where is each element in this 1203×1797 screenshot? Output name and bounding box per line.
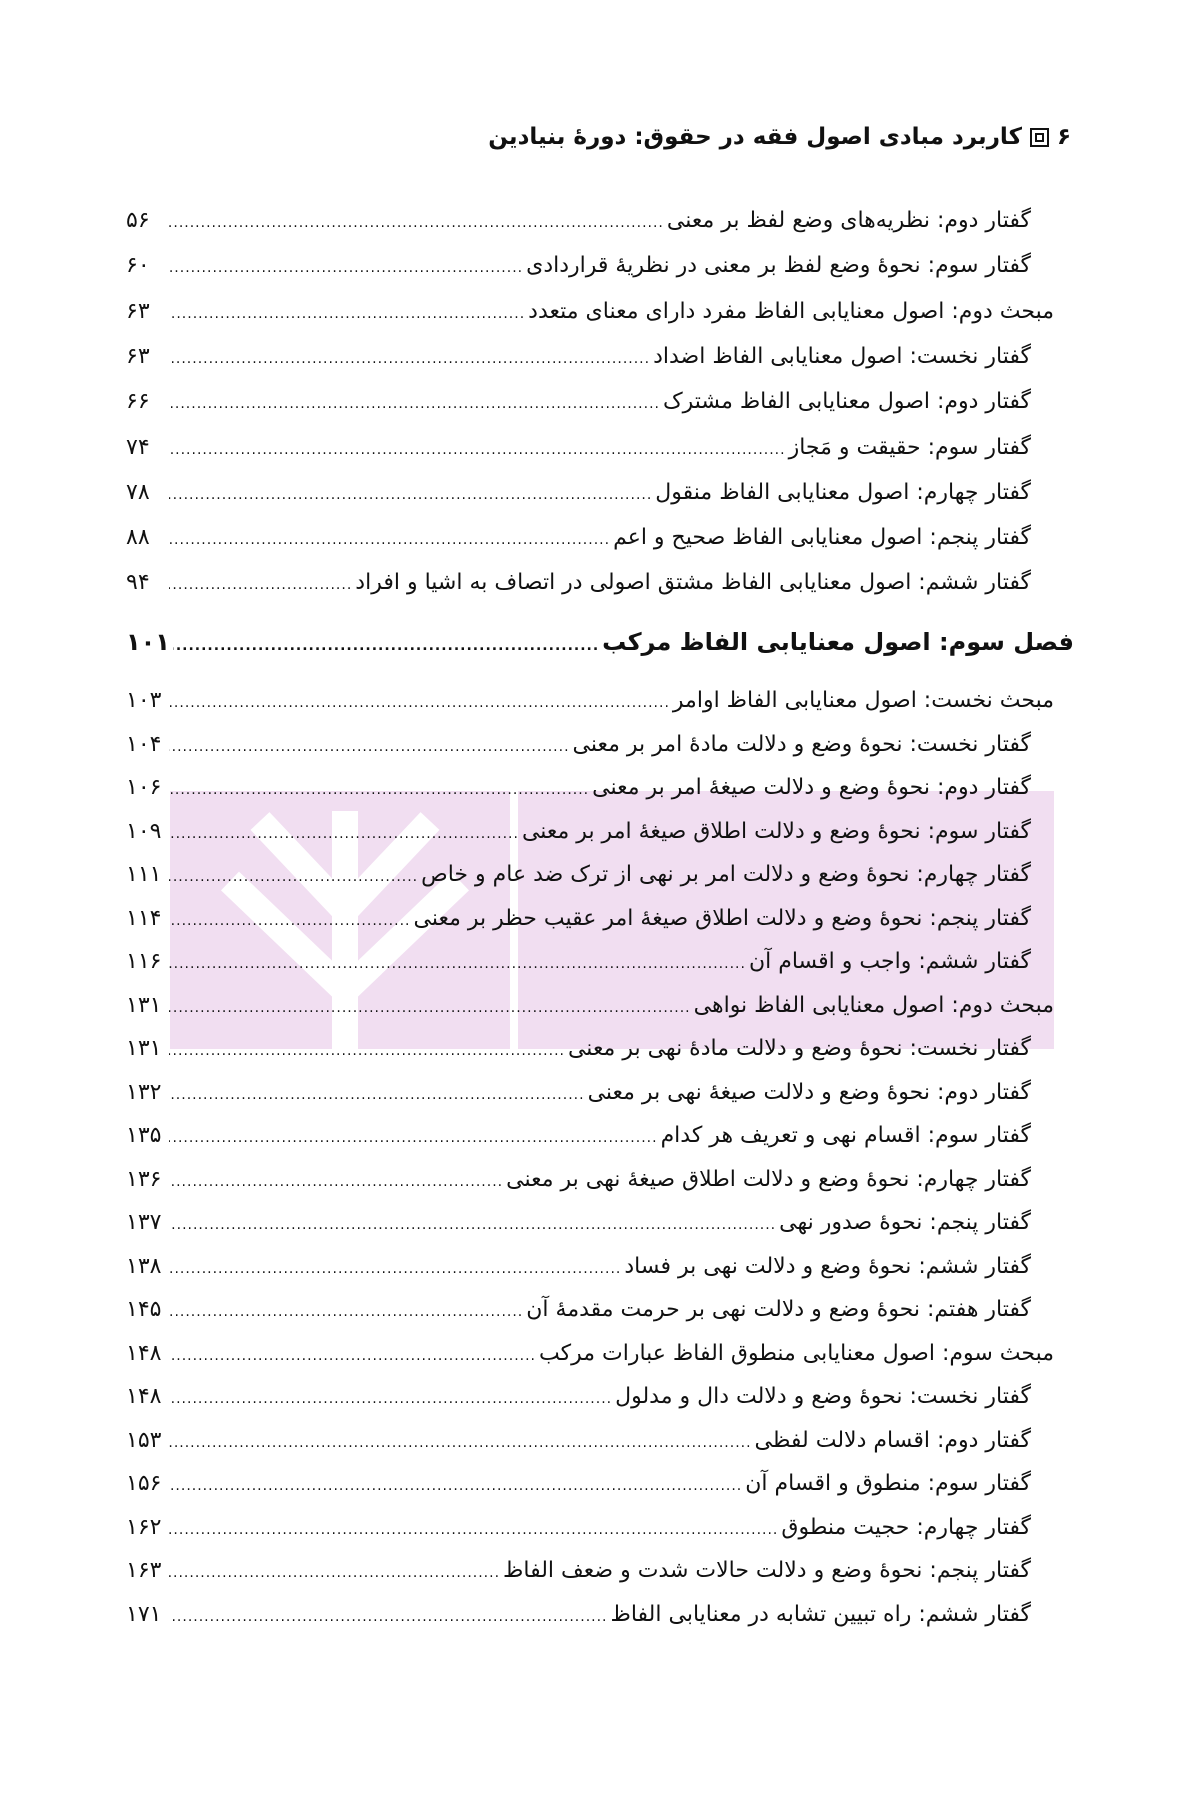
toc-entry-page: ۱۱۱	[126, 862, 162, 887]
toc-entry-page: ۶۶	[126, 389, 150, 415]
toc-entry-title: گفتار چهارم: نحوهٔ وضع و دلالت امر بر نهی از ترک ضد عام و خاص	[421, 862, 1031, 887]
dot-leader	[169, 1297, 523, 1327]
dot-leader	[169, 993, 691, 1023]
toc-entry[interactable]	[126, 433, 1031, 465]
toc-entry-page: ۷۸	[126, 479, 150, 505]
toc-entry[interactable]	[126, 1034, 1031, 1066]
toc-entry-page: ۱۵۳	[126, 1427, 162, 1453]
toc-entry[interactable]	[126, 1078, 1031, 1110]
dot-leader	[173, 631, 599, 661]
dot-leader	[169, 525, 610, 555]
dot-leader	[169, 299, 525, 329]
toc-entry-page: ۶۳	[126, 298, 150, 324]
toc-entry-page: ۱۵۶	[126, 1471, 162, 1496]
toc-entry-title: گفتار نخست: نحوهٔ وضع و دلالت مادهٔ امر بر معنی	[572, 731, 1031, 757]
toc-entry[interactable]	[126, 1252, 1031, 1284]
toc-entry-page: ۶۳	[126, 343, 150, 369]
toc-entry-page: ۱۴۸	[126, 1384, 162, 1409]
toc-entry-page: ۱۳۲	[126, 1079, 162, 1105]
toc-entry[interactable]	[126, 1295, 1031, 1327]
dot-leader	[169, 949, 746, 979]
toc-entry-page: ۸۸	[126, 525, 150, 551]
toc-entry[interactable]	[126, 251, 1031, 283]
dot-leader	[169, 1254, 621, 1284]
toc-entry[interactable]	[126, 730, 1031, 762]
toc-entry[interactable]	[126, 342, 1031, 374]
toc-entry-page: ۵۶	[126, 208, 150, 233]
toc-entry-title: گفتار سوم: حقیقت و مَجاز	[788, 434, 1031, 460]
dot-leader	[169, 1080, 585, 1110]
toc-entry-page: ۱۴۸	[126, 1340, 162, 1366]
dot-leader	[169, 1210, 776, 1240]
toc-entry[interactable]	[126, 947, 1031, 979]
toc-entry[interactable]	[126, 568, 1031, 600]
page-header	[488, 124, 1071, 150]
toc-entry-page: ۱۰۹	[126, 818, 162, 844]
dot-leader	[169, 1036, 565, 1066]
toc-entry-page: ۱۳۱	[126, 992, 162, 1018]
dot-leader	[169, 570, 352, 600]
toc-entry[interactable]	[126, 1469, 1031, 1501]
dot-leader	[169, 819, 519, 849]
toc-entry-title: گفتار دوم: نحوهٔ وضع و دلالت صیغهٔ امر بر معنی	[592, 775, 1031, 800]
toc-entry[interactable]	[126, 904, 1031, 936]
toc-entry-title: گفتار نخست: نحوهٔ وضع و دلالت مادهٔ نهی بر معنی	[567, 1036, 1031, 1061]
dot-leader	[169, 1471, 742, 1501]
toc-entry[interactable]	[126, 1600, 1031, 1632]
toc-entry-title: گفتار نخست: نحوهٔ وضع و دلالت دال و مدلول	[615, 1384, 1031, 1409]
toc-entry[interactable]	[126, 991, 1054, 1023]
toc-entry-title: گفتار چهارم: اصول معنایابی الفاظ منقول	[655, 479, 1031, 505]
toc-entry-title: گفتار پنجم: نحوهٔ صدور نهی	[779, 1210, 1031, 1235]
dot-leader	[169, 435, 786, 465]
dot-leader	[169, 862, 418, 892]
toc-entry-title: گفتار هفتم: نحوهٔ وضع و دلالت نهی بر حرمت مقدمهٔ آن	[526, 1297, 1031, 1322]
toc-entry[interactable]	[126, 1165, 1031, 1197]
dot-leader	[169, 1558, 500, 1588]
toc-entry-page: ۱۰۴	[126, 731, 162, 757]
toc-entry[interactable]	[126, 1513, 1031, 1545]
toc-entry[interactable]	[126, 478, 1031, 510]
toc-entry[interactable]	[126, 297, 1054, 329]
toc-entry-title: گفتار چهارم: حجیت منطوق	[781, 1514, 1031, 1540]
toc-entry-title: گفتار سوم: منطوق و اقسام آن	[745, 1471, 1031, 1496]
running-title: کاربرد مبادی اصول فقه در حقوق: دورهٔ بنیادین	[488, 124, 1022, 150]
dot-leader	[169, 775, 589, 805]
toc-entry-title: گفتار دوم: نظریه‌های وضع لفظ بر معنی	[666, 208, 1031, 233]
dot-leader	[169, 480, 652, 510]
toc-entry-page: ۱۰۱	[126, 628, 170, 656]
toc-entry[interactable]	[126, 1426, 1031, 1458]
toc-entry-title: گفتار ششم: اصول معنایابی الفاظ مشتق اصولی در اتصاف به اشیا و افراد	[355, 570, 1031, 596]
toc-entry-page: ۱۳۸	[126, 1253, 162, 1279]
dot-leader	[169, 253, 523, 283]
toc-entry-title: مبحث نخست: اصول معنایابی الفاظ اوامر	[672, 688, 1054, 713]
toc-entry[interactable]	[126, 206, 1031, 238]
toc-entry-title: گفتار پنجم: نحوهٔ وضع و دلالت اطلاق صیغهٔ امر عقیب حظر بر معنی	[413, 905, 1031, 931]
dot-leader	[169, 732, 570, 762]
toc-entry-page: ۱۶۳	[126, 1558, 162, 1583]
toc-entry-page: ۱۰۳	[126, 688, 162, 713]
toc-entry-title: گفتار چهارم: نحوهٔ وضع و دلالت اطلاق صیغهٔ نهی بر معنی	[506, 1166, 1031, 1192]
toc-entry-page: ۱۱۶	[126, 949, 162, 974]
toc-entry[interactable]	[126, 686, 1054, 718]
page-number: ۶	[1056, 124, 1071, 150]
toc-entry-title: گفتار دوم: اصول معنایابی الفاظ مشترک	[662, 389, 1031, 415]
toc-entry-page: ۱۰۶	[126, 775, 162, 800]
toc-entry-title: گفتار دوم: نحوهٔ وضع و دلالت صیغهٔ نهی بر معنی	[587, 1079, 1031, 1105]
toc-entry[interactable]	[126, 523, 1031, 555]
dot-leader	[169, 344, 650, 374]
toc-entry-page: ۱۶۲	[126, 1514, 162, 1540]
dot-leader	[169, 1515, 778, 1545]
toc-entry-title: گفتار ششم: واجب و اقسام آن	[748, 949, 1031, 974]
toc-entry[interactable]	[126, 1339, 1054, 1371]
toc-entry-title: مبحث دوم: اصول معنایابی الفاظ مفرد دارای معنای متعدد	[528, 298, 1054, 324]
dot-leader	[169, 1602, 608, 1632]
dot-leader	[169, 688, 670, 718]
toc-entry[interactable]	[126, 1208, 1031, 1240]
dot-leader	[169, 1123, 658, 1153]
toc-entry[interactable]	[126, 817, 1031, 849]
toc-entry-title: گفتار ششم: راه تبیین تشابه در معنایابی الفاظ	[610, 1601, 1031, 1627]
toc-entry-title: گفتار سوم: اقسام نهی و تعریف هر کدام	[660, 1123, 1031, 1148]
dot-leader	[169, 1384, 612, 1414]
toc-entry-title: گفتار ششم: نحوهٔ وضع و دلالت نهی بر فساد	[624, 1253, 1031, 1279]
toc-entry-page: ۱۳۷	[126, 1210, 162, 1235]
toc-entry-page: ۷۴	[126, 434, 150, 460]
toc-entry[interactable]	[126, 1121, 1031, 1153]
toc-entry-page: ۶۰	[126, 253, 150, 279]
toc-entry-title: مبحث سوم: اصول معنایابی منطوق الفاظ عبارات مرکب	[539, 1340, 1054, 1366]
toc-entry[interactable]	[126, 1382, 1031, 1414]
toc-entry-title: گفتار پنجم: اصول معنایابی الفاظ صحیح و اعم	[613, 525, 1031, 551]
toc-entry[interactable]	[126, 860, 1031, 892]
toc-entry-title: فصل سوم: اصول معنایابی الفاظ مرکب	[602, 628, 1074, 656]
dot-leader	[169, 1428, 752, 1458]
toc-entry[interactable]	[126, 1556, 1031, 1588]
toc-entry-page: ۱۴۵	[126, 1297, 162, 1322]
toc-entry-title: گفتار سوم: نحوهٔ وضع و دلالت اطلاق صیغهٔ امر بر معنی	[521, 818, 1031, 844]
dot-leader	[169, 208, 664, 238]
toc-entry-page: ۹۴	[126, 570, 150, 596]
toc-entry-page: ۱۱۴	[126, 905, 162, 931]
toc-entry-title: گفتار نخست: اصول معنایابی الفاظ اضداد	[653, 343, 1031, 369]
toc-entry-title: گفتار دوم: اقسام دلالت لفظی	[754, 1427, 1031, 1453]
toc-entry[interactable]	[126, 627, 1074, 661]
dot-leader	[169, 1341, 536, 1371]
toc-entry-title: گفتار پنجم: نحوهٔ وضع و دلالت حالات شدت و ضعف الفاظ	[503, 1558, 1031, 1583]
toc-entry[interactable]	[126, 387, 1031, 419]
square-ornament-icon	[1030, 128, 1049, 147]
dot-leader	[169, 906, 410, 936]
toc-entry-title: گفتار سوم: نحوهٔ وضع لفظ بر معنی در نظریهٔ قراردادی	[526, 253, 1031, 279]
toc-entry-page: ۱۳۶	[126, 1166, 162, 1192]
toc-entry[interactable]	[126, 773, 1031, 805]
toc-entry-title: مبحث دوم: اصول معنایابی الفاظ نواهی	[693, 992, 1054, 1018]
toc-entry-page: ۱۳۵	[126, 1123, 162, 1148]
toc-entry-page: ۱۳۱	[126, 1036, 162, 1061]
dot-leader	[169, 389, 660, 419]
dot-leader	[169, 1167, 503, 1197]
toc-entry-page: ۱۷۱	[126, 1601, 162, 1627]
